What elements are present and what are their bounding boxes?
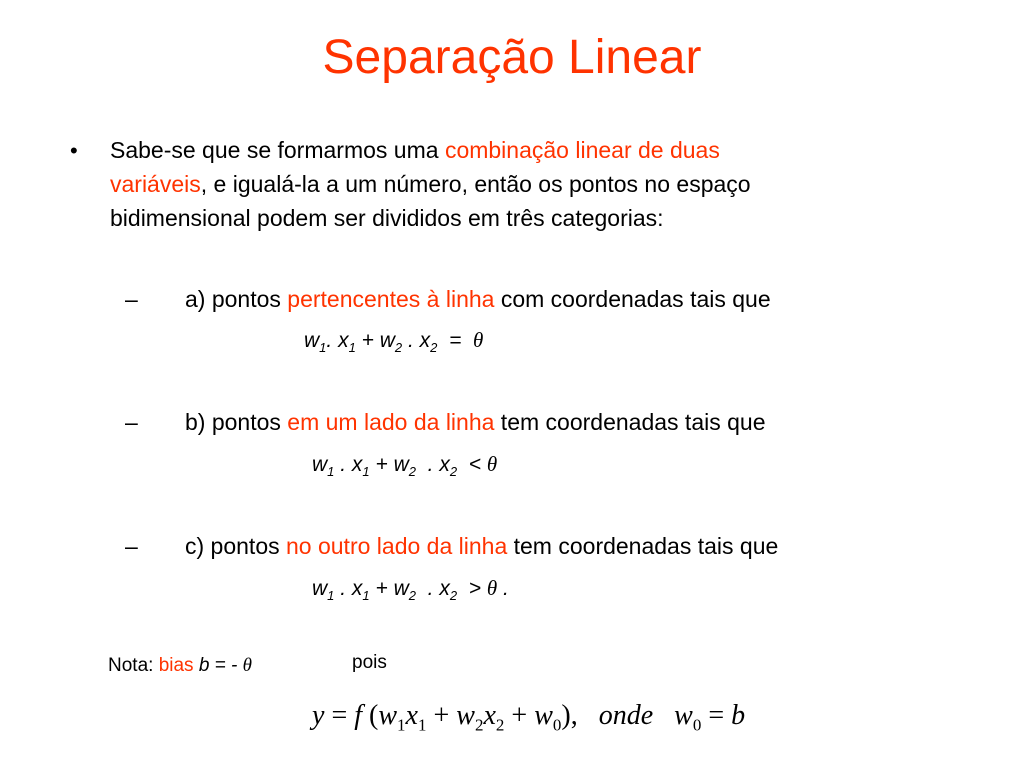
item-prefix: c) pontos [185, 533, 286, 559]
note-theta: θ [242, 655, 253, 676]
equation-c: $w_1$ . $x_1 + w_2$ . $x_2 > \theta$ . [312, 576, 509, 604]
item-highlight: no outro lado da linha [286, 533, 508, 559]
equation-a: $w_1$. $x_1 + w_2$ . $x_2 = \theta$ [304, 328, 484, 356]
note-line [108, 655, 252, 677]
item-suffix: tem coordenadas tais que [507, 533, 779, 559]
item-suffix: tem coordenadas tais que [494, 409, 766, 435]
item-a-text [185, 283, 771, 316]
slide-title: Separação Linear [322, 31, 702, 84]
item-dash: – [125, 286, 138, 312]
note-rest: b = - [193, 655, 243, 676]
bullet-marker: • [70, 138, 78, 163]
item-b-text [185, 406, 765, 439]
intro-highlight: combinação linear de duas [444, 137, 720, 163]
item-prefix: a) pontos [185, 286, 288, 312]
intro-line-2 [110, 168, 751, 201]
note-pois: pois [352, 652, 387, 673]
note-bias: bias [158, 655, 194, 676]
item-prefix: b) pontos [185, 409, 288, 435]
item-highlight: pertencentes à linha [287, 286, 495, 312]
item-dash: – [125, 533, 138, 559]
intro-line-1 [110, 134, 720, 167]
item-dash: – [125, 409, 138, 435]
intro-line-3: bidimensional podem ser divididos em três categorias: [110, 205, 664, 231]
item-suffix: com coordenadas tais que [494, 286, 771, 312]
intro-highlight-end: variáveis [110, 171, 201, 197]
item-highlight: em um lado da linha [287, 409, 495, 435]
note-label: Nota: [108, 655, 159, 676]
neuron-formula: y = f $(w_1x_1 + w_2x_2 + w_0)$, onde $w_0 = b$ [312, 700, 746, 735]
intro-text: , e igualá-la a um número, então os pontos no espaço [200, 171, 751, 197]
equation-b: $w_1$ . $x_1 + w_2$ . $x_2 < \theta$ [312, 452, 498, 480]
intro-text: Sabe-se que se formarmos uma [110, 137, 445, 163]
item-c-text [185, 530, 778, 563]
